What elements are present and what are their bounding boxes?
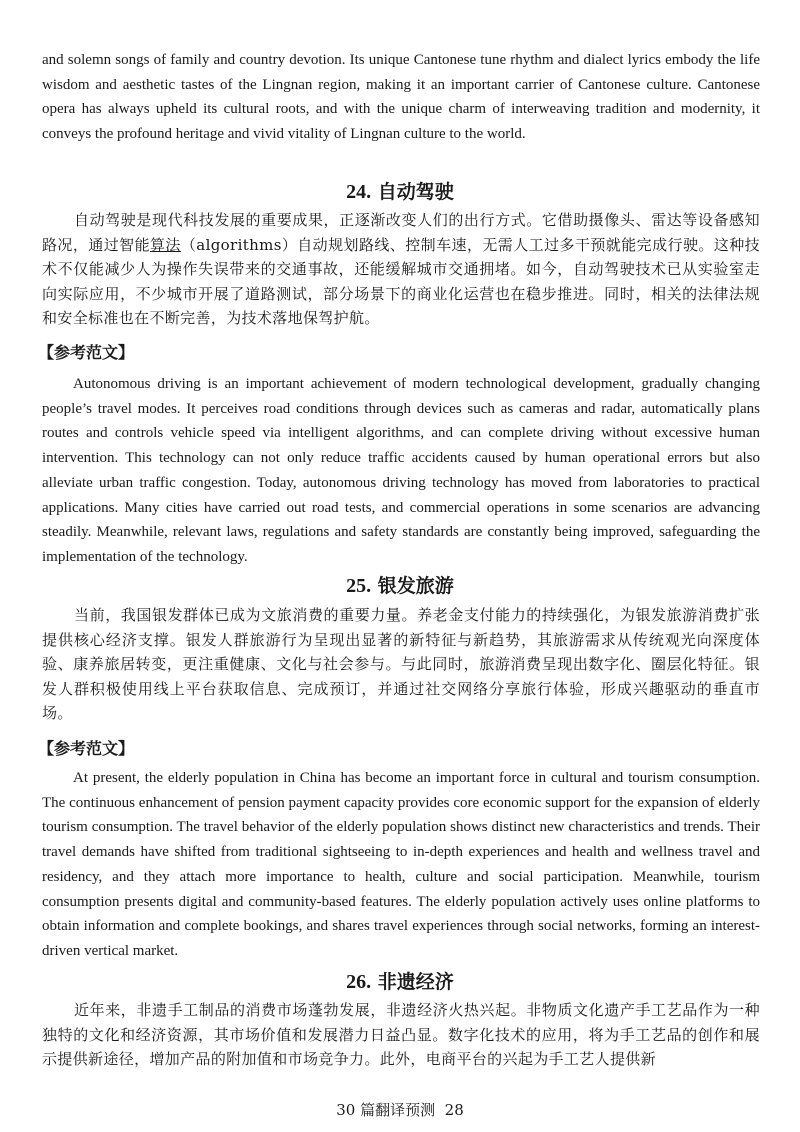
section-number: 26. [346, 971, 372, 993]
section-title: 银发旅游 [377, 575, 454, 597]
section-title: 非遗经济 [377, 971, 454, 993]
section-25-translation: At present, the elderly population in China has become an important force in cultural and tourism consumption. The continuous enhancement of pension payment capacity provides core economic support for the expansion of elderly tourism consumption. The travel behavior of the elderly population shows distinct new characteristics and trends. Their travel demands have shifted from traditional sightseeing to in-depth experiences and health and wellness travel and residency, and they attach more importance to health, culture and social participation. Meanwhile, tourism consumption presents digital and community-based features. The elderly population actively uses online platforms to obtain information and complete bookings, and shares travel experiences through social networks, forming an interest-driven vertical market. [42, 770, 760, 959]
section-26-heading [0, 970, 800, 994]
section-number: 25. [346, 575, 372, 597]
page-footer [0, 1100, 800, 1120]
intro-paragraph: and solemn songs of family and country devotion. Its unique Cantonese tune rhythm and dialect lyrics embody the life wisdom and aesthetic tastes of the Lingnan region, making it an important carrier of Cantonese culture. Cantonese opera has always upheld its cultural roots, and with the unique charm of interweaving tradition and modernity, it conveys the profound heritage and vivid vitality of Lingnan culture to the world. [42, 52, 760, 143]
page-number: 28 [444, 1101, 464, 1119]
section-24-source-text: 自动驾驶是现代科技发展的重要成果，正逐渐改变人们的出行方式。它借助摄像头、雷达等设备感知路况，通过智能算法（algorithms）自动规划路线、控制车速，无需人工过多干预就能完成行驶。这种技术不仅能减少人为操作失误带来的交通事故，还能缓解城市交通拥堵。如今，自动驾驶技术已从实验室走向实际应用，不少城市开展了道路测试，部分场景下的商业化运营也在稳步推进。同时，相关的法律法规和安全标准也在不断完善，为技术落地保驾护航。 [42, 211, 761, 328]
book-title: 30 篇翻译预测 [336, 1101, 436, 1119]
reference-label: 【参考范文】 [38, 739, 135, 758]
section-25-heading [0, 574, 800, 598]
section-number: 24. [346, 181, 372, 203]
section-25-source-text: 当前，我国银发群体已成为文旅消费的重要力量。养老金支付能力的持续强化，为银发旅游消费扩张提供核心经济支撑。银发人群旅游行为呈现出显著的新特征与新趋势，其旅游需求从传统观光向深度体验、康养旅居转变，更注重健康、文化与社会参与。与此同时，旅游消费呈现出数字化、圈层化特征。银发人群积极使用线上平台获取信息、完成预订，并通过社交网络分享旅行体验，形成兴趣驱动的垂直市场。 [42, 606, 760, 723]
section-title: 自动驾驶 [377, 181, 454, 203]
underlined-term: 算法 [150, 235, 181, 254]
section-24-heading [0, 180, 800, 204]
section-26-source-text: 近年来，非遗手工制品的消费市场蓬勃发展，非遗经济火热兴起。非物质文化遗产手工艺品作为一种独特的文化和经济资源，其市场价值和发展潜力日益凸显。数字化技术的应用，将为手工艺品的创作和展示提供新途径，增加产品的附加值和市场竞争力。此外，电商平台的兴起为手工艺人提供新 [42, 1001, 760, 1069]
section-24-translation: Autonomous driving is an important achievement of modern technological development, gradually changing people’s travel modes. It perceives road conditions through devices such as cameras and radar, automatically plans routes and controls vehicle speed via intelligent algorithms, and can complete driving without excessive human intervention. This technology can not only reduce traffic accidents caused by human operational errors but also alleviate urban traffic congestion. Today, autonomous driving technology has moved from laboratories to practical applications. Many cities have carried out road tests, and commercial operations in some scenarios are advancing steadily. Meanwhile, relevant laws, regulations and safety standards are constantly being improved, safeguarding the implementation of the technology. [42, 376, 760, 565]
reference-label: 【参考范文】 [38, 343, 135, 362]
